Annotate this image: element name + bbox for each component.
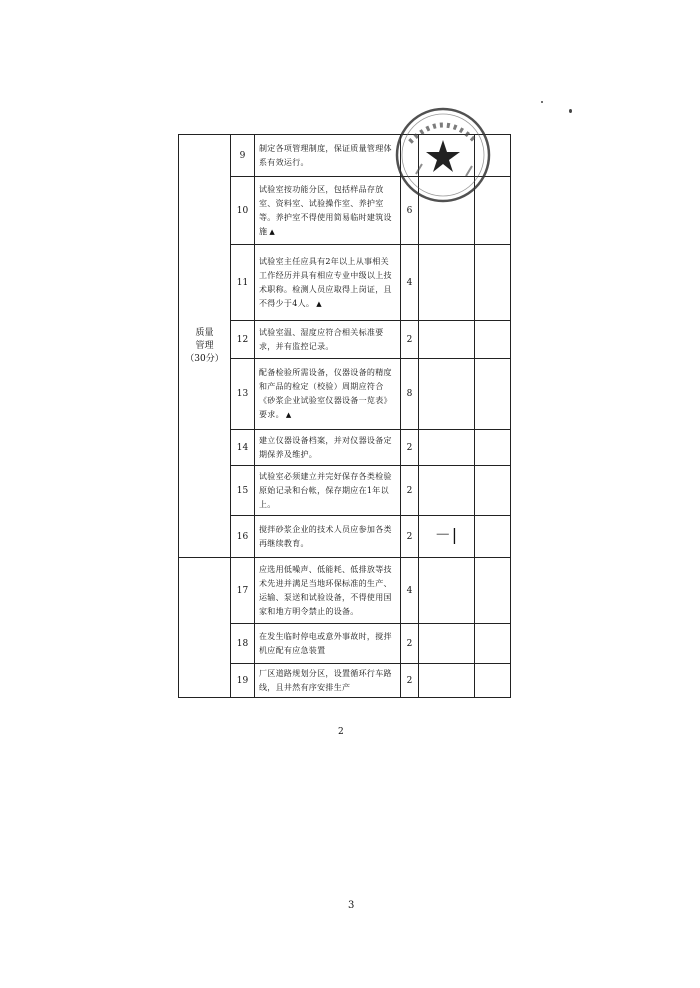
item-number: 10 <box>231 177 255 245</box>
requirement-text: 制定各项管理制度，保证质量管理体系有效运行。 <box>255 135 401 177</box>
assessment-cell <box>419 466 475 516</box>
score-cell: 2 <box>401 664 419 698</box>
remark-cell <box>475 245 511 321</box>
assessment-cell <box>419 359 475 430</box>
score-cell: 6 <box>401 177 419 245</box>
remark-cell <box>475 664 511 698</box>
assessment-cell <box>419 624 475 664</box>
remark-cell <box>475 321 511 359</box>
category-cell-empty <box>179 558 231 698</box>
requirement-text: 配备检验所需设备，仪器设备的精度和产品的检定（校验）周期应符合《砂浆企业试验室仪器设备一览表》要求。 ▲ <box>255 359 401 430</box>
item-number: 16 <box>231 516 255 558</box>
item-number: 11 <box>231 245 255 321</box>
score-cell: 2 <box>401 516 419 558</box>
item-number: 14 <box>231 430 255 466</box>
inner-page-number: 2 <box>338 727 344 737</box>
star-icon <box>426 140 460 172</box>
score-cell: 2 <box>401 466 419 516</box>
requirement-text: 试验室必须建立并完好保存各类检验原始记录和台帐，保存期应在1年以上。 <box>255 466 401 516</box>
item-number: 15 <box>231 466 255 516</box>
score-cell: 2 <box>401 624 419 664</box>
company-seal-stamp <box>392 104 494 206</box>
requirement-text: 应选用低噪声、低能耗、低排放等技术先进并满足当地环保标准的生产、运输、泵送和试验设备，不得使用国家和地方明令禁止的设备。 <box>255 558 401 624</box>
category-name-line2: 管理 <box>195 340 214 351</box>
handwritten-deduction: －| <box>434 525 459 544</box>
key-item-mark: ▲ <box>269 227 275 236</box>
score-cell: 4 <box>401 245 419 321</box>
requirement-text: 试验室按功能分区，包括样品存放室、资料室、试验操作室、养护室等。养护室不得使用简易临时建筑设施 ▲ <box>255 177 401 245</box>
assessment-cell <box>419 430 475 466</box>
item-number: 12 <box>231 321 255 359</box>
category-name-line1: 质量 <box>195 327 214 338</box>
key-item-mark: ▲ <box>316 299 322 308</box>
outer-page-number: 3 <box>348 900 355 911</box>
requirement-text: 在发生临时停电或意外事故时，搅拌机应配有应急装置 <box>255 624 401 664</box>
evaluation-table <box>178 134 511 698</box>
item-number: 9 <box>231 135 255 177</box>
item-number: 17 <box>231 558 255 624</box>
requirement-text: 搅拌砂浆企业的技术人员应参加各类再继续教育。 <box>255 516 401 558</box>
assessment-cell <box>419 664 475 698</box>
scan-speck <box>569 109 572 113</box>
remark-cell <box>475 624 511 664</box>
score-cell: 2 <box>401 321 419 359</box>
requirement-text: 试验室主任应具有2年以上从事相关工作经历并具有相应专业中级以上技术职称。检测人员应取得上岗证，且不得少于4人。 ▲ <box>255 245 401 321</box>
remark-cell <box>475 430 511 466</box>
key-item-mark: ▲ <box>285 411 292 419</box>
category-points: （30分） <box>185 353 224 364</box>
remark-cell <box>475 359 511 430</box>
score-cell: 2 <box>401 430 419 466</box>
requirement-text: 建立仪器设备档案，并对仪器设备定期保养及维护。 <box>255 430 401 466</box>
table-row <box>179 558 511 624</box>
score-cell: 4 <box>401 558 419 624</box>
item-number: 13 <box>231 359 255 430</box>
scan-speck <box>541 101 543 103</box>
remark-cell <box>475 516 511 558</box>
remark-cell <box>475 558 511 624</box>
requirement-text: 试验室温、湿度应符合相关标准要求，并有监控记录。 <box>255 321 401 359</box>
requirement-text: 厂区道路规划分区，设置循环行车路线，且井然有序安排生产 <box>255 664 401 698</box>
item-number: 19 <box>231 664 255 698</box>
assessment-cell <box>419 245 475 321</box>
assessment-cell <box>419 516 475 558</box>
assessment-cell <box>419 321 475 359</box>
category-cell <box>179 135 231 558</box>
score-cell: 8 <box>401 359 419 430</box>
remark-cell <box>475 466 511 516</box>
item-number: 18 <box>231 624 255 664</box>
assessment-cell <box>419 558 475 624</box>
